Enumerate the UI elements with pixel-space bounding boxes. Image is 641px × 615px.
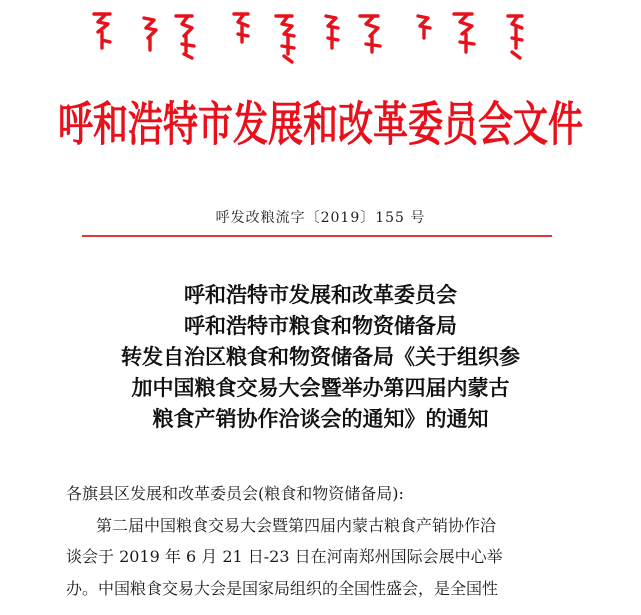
subject-line: 转发自治区粮食和物资储备局《关于组织参 [121, 345, 520, 369]
subject-line: 呼和浩特市发展和改革委员会 [184, 283, 457, 307]
body-line: 办。中国粮食交易大会是国家局组织的全国性盛会，是全国性 [66, 578, 499, 598]
subject-line: 加中国粮食交易大会暨举办第四届内蒙古 [131, 376, 510, 400]
document-header-title: 呼和浩特市发展和改革委员会文件 [57, 98, 583, 153]
body-line: 第二届中国粮食交易大会暨第四届内蒙古粮食产销协作洽 [96, 515, 497, 535]
document-number: 呼发改粮流字〔2019〕155 号 [215, 210, 426, 226]
notice-body [66, 478, 586, 604]
mongolian-script-header [88, 8, 528, 68]
salutation: 各旗县区发展和改革委员会(粮食和物资储备局): [66, 484, 404, 503]
body-line: 谈会于 2019 年 6 月 21 日-23 日在河南郑州国际会展中心举 [66, 547, 503, 566]
red-divider [82, 235, 552, 237]
notice-subject-title [40, 280, 601, 435]
subject-line: 呼和浩特市粮食和物资储备局 [184, 314, 457, 338]
subject-line: 粮食产销协作洽谈会的通知》的通知 [152, 407, 489, 431]
